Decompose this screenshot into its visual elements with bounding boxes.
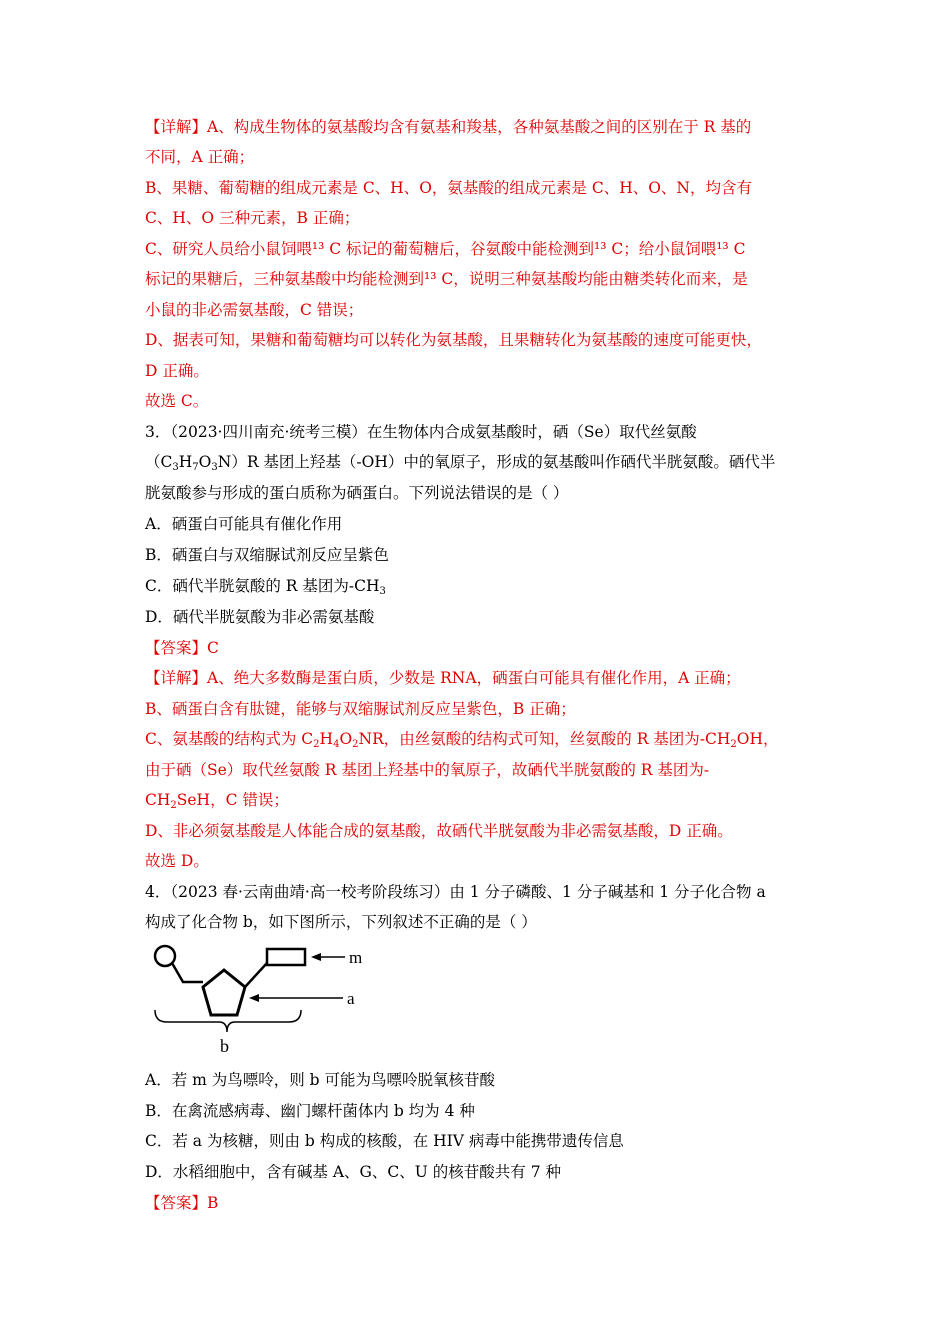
q4-stem-line2: 构成了化合物 b，如下图所示，下列叙述不正确的是（ ） xyxy=(145,913,537,931)
q3-explanation-c-line2: 由于硒（Se）取代丝氨酸 R 基团上羟基中的氧原子，故硒代半胱氨酸的 R 基团为- xyxy=(145,761,710,779)
q3-stem-line2: $(C_3H_7O_3N)R$ 基团上羟基（-OH）中的氧原子，形成的氨基酸叫作硒代半胱氨酸。硒代半 xyxy=(145,453,776,473)
q3-conclusion: 故选 D。 xyxy=(145,852,209,870)
q4-option-b: B．在禽流感病毒、幽门螺杆菌体内 b 均为 4 种 xyxy=(145,1102,475,1120)
answer-tag: 【答案】 xyxy=(145,1194,208,1212)
answer-value: B xyxy=(207,1194,219,1212)
q4-stem-line1: 4．（2023 春·云南曲靖·高一校考阶段练习）由 1 分子磷酸、1 分子碱基和 1 分子化合物 a xyxy=(145,883,766,901)
q3-explanation-b: B、硒蛋白含有肽键，能够与双缩脲试剂反应呈紫色，B 正确； xyxy=(145,700,576,718)
q3-explanation-d: D、非必须氨基酸是人体能合成的氨基酸，故硒代半胱氨酸为非必需氨基酸，D 正确。 xyxy=(145,822,733,840)
q2-explanation-c-line3: 小鼠的非必需氨基酸，C 错误； xyxy=(145,301,364,319)
q3-option-d: D．硒代半胱氨酸为非必需氨基酸 xyxy=(145,608,375,626)
q2-conclusion: 故选 C。 xyxy=(145,392,209,410)
q4-answer xyxy=(145,1193,218,1213)
q3-option-a: A．硒蛋白可能具有催化作用 xyxy=(145,515,343,533)
q2-explanation-b-line1: B、果糖、葡萄糖的组成元素是 C、H、O，氨基酸的组成元素是 C、H、O、N，均含有 xyxy=(145,179,752,197)
q3-option-c: C．硒代半胱氨酸的 R 基团为$-CH_3$ xyxy=(145,577,386,597)
arrow-m-head xyxy=(311,953,321,961)
q3-explanation-c-line1: C、氨基酸的结构式为 $C_2H_4O_2NR$，由丝氨酸的结构式可知，丝氨酸的 R 基团为$-CH_2OH$， xyxy=(145,730,779,750)
q4-option-a: A．若 m 为鸟嘌呤，则 b 可能为鸟嘌呤脱氧核苷酸 xyxy=(145,1071,496,1089)
q2-explanation-c-line2: 标记的果糖后，三种氨基酸中均能检测到¹³ C，说明三种氨基酸均能由糖类转化而来，是 xyxy=(145,270,748,288)
base-rectangle xyxy=(267,949,305,965)
q3-stem-line1: 3．（2023·四川南充·统考三模）在生物体内合成氨基酸时，硒（Se）取代丝氨酸 xyxy=(145,423,697,441)
q3-explanation-c-line3: $CH_2SeH$，C 错误； xyxy=(145,791,289,811)
phosphate-bond xyxy=(172,963,203,982)
label-b: b xyxy=(220,1036,229,1056)
q3-answer xyxy=(145,638,219,658)
q2-explanation-c-line1: C、研究人员给小鼠饲喂¹³ C 标记的葡萄糖后，谷氨酸中能检测到¹³ C；给小鼠饲喂¹³ C xyxy=(145,240,746,258)
q2-explanation-a-line2: 不同，A 正确； xyxy=(145,148,255,166)
arrow-a-head xyxy=(249,994,259,1002)
q2-explanation-d-line2: D 正确。 xyxy=(145,362,209,380)
base-bond xyxy=(245,963,267,987)
q2-explanation-b-line2: C、H、O 三种元素，B 正确； xyxy=(145,209,360,227)
q2-explanation-a-line1 xyxy=(145,117,751,137)
q4-option-c: C．若 a 为核糖，则由 b 构成的核酸，在 HIV 病毒中能携带遗传信息 xyxy=(145,1132,624,1150)
pentose-ring xyxy=(203,970,245,1015)
q3-explanation-a: 【详解】A、绝大多数酶是蛋白质，少数是 RNA，硒蛋白可能具有催化作用，A 正确； xyxy=(145,669,741,687)
answer-value: C xyxy=(207,639,219,657)
label-a: a xyxy=(347,989,355,1008)
answer-tag: 【答案】 xyxy=(145,639,208,657)
q2-explanation-d-line1: D、据表可知，果糖和葡萄糖均可以转化为氨基酸，且果糖转化为氨基酸的速度可能更快， xyxy=(145,331,762,349)
explanation-tag: 【详解】 xyxy=(145,669,208,687)
explanation-text: A、构成生物体的氨基酸均含有氨基和羧基，各种氨基酸之间的区别在于 R 基的 xyxy=(207,118,752,136)
q3-stem-line3: 胱氨酸参与形成的蛋白质称为硒蛋白。下列说法错误的是（ ） xyxy=(145,484,569,502)
nucleotide-diagram xyxy=(145,938,385,1056)
brace-b xyxy=(155,1010,301,1032)
explanation-tag: 【详解】 xyxy=(145,118,208,136)
label-m: m xyxy=(349,948,363,967)
q3-option-b: B．硒蛋白与双缩脲试剂反应呈紫色 xyxy=(145,546,389,564)
q4-option-d: D．水稻细胞中，含有碱基 A、G、C、U 的核苷酸共有 7 种 xyxy=(145,1163,561,1181)
